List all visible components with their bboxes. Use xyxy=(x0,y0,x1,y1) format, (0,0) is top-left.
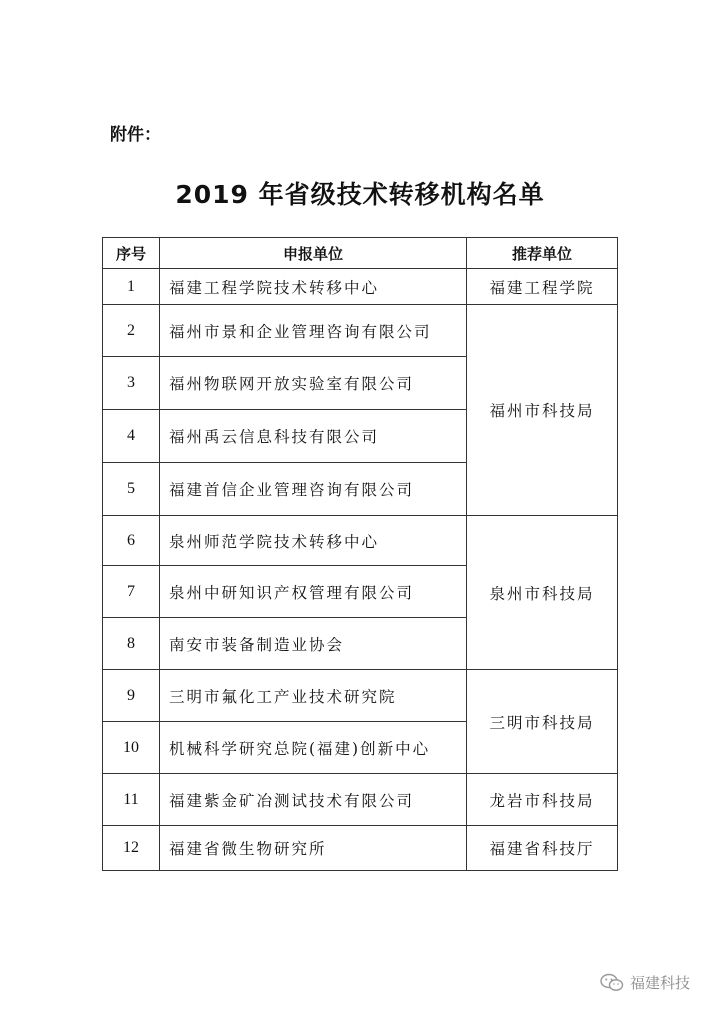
recommender-unit: 泉州市科技局 xyxy=(467,516,618,670)
applicant-unit: 泉州师范学院技术转移中心 xyxy=(160,516,467,566)
applicant-unit: 机械科学研究总院(福建)创新中心 xyxy=(160,722,467,774)
row-number: 3 xyxy=(103,357,160,410)
applicant-unit: 福建工程学院技术转移中心 xyxy=(160,269,467,305)
row-number: 10 xyxy=(103,722,160,774)
header-applicant: 申报单位 xyxy=(160,238,467,269)
applicant-unit: 福建省微生物研究所 xyxy=(160,826,467,871)
row-number: 1 xyxy=(103,269,160,305)
row-number: 8 xyxy=(103,618,160,670)
document-title: 2019 年省级技术转移机构名单 xyxy=(175,180,545,209)
row-number: 9 xyxy=(103,670,160,722)
applicant-unit: 三明市氟化工产业技术研究院 xyxy=(160,670,467,722)
row-number: 12 xyxy=(103,826,160,871)
institution-table xyxy=(102,237,618,871)
row-number: 6 xyxy=(103,516,160,566)
header-number: 序号 xyxy=(103,238,160,269)
recommender-unit: 福建省科技厅 xyxy=(467,826,618,871)
table-row xyxy=(103,269,618,305)
recommender-unit: 福建工程学院 xyxy=(467,269,618,305)
applicant-unit: 福州物联网开放实验室有限公司 xyxy=(160,357,467,410)
table-row xyxy=(103,774,618,826)
applicant-unit: 福建紫金矿冶测试技术有限公司 xyxy=(160,774,467,826)
row-number: 11 xyxy=(103,774,160,826)
recommender-unit: 福州市科技局 xyxy=(467,305,618,516)
recommender-unit: 龙岩市科技局 xyxy=(467,774,618,826)
applicant-unit: 福州市景和企业管理咨询有限公司 xyxy=(160,305,467,357)
header-recommender: 推荐单位 xyxy=(467,238,618,269)
table-row xyxy=(103,516,618,566)
table-row xyxy=(103,305,618,357)
watermark xyxy=(600,972,690,993)
applicant-unit: 福州禹云信息科技有限公司 xyxy=(160,410,467,463)
wechat-icon xyxy=(600,973,624,993)
applicant-unit: 泉州中研知识产权管理有限公司 xyxy=(160,566,467,618)
attachment-label: 附件： xyxy=(110,125,161,145)
recommender-unit: 三明市科技局 xyxy=(467,670,618,774)
table-row xyxy=(103,670,618,722)
applicant-unit: 南安市装备制造业协会 xyxy=(160,618,467,670)
applicant-unit: 福建首信企业管理咨询有限公司 xyxy=(160,463,467,516)
row-number: 2 xyxy=(103,305,160,357)
row-number: 5 xyxy=(103,463,160,516)
table-header-row xyxy=(103,238,618,269)
watermark-text: 福建科技 xyxy=(629,974,690,992)
row-number: 7 xyxy=(103,566,160,618)
row-number: 4 xyxy=(103,410,160,463)
table-row xyxy=(103,826,618,871)
